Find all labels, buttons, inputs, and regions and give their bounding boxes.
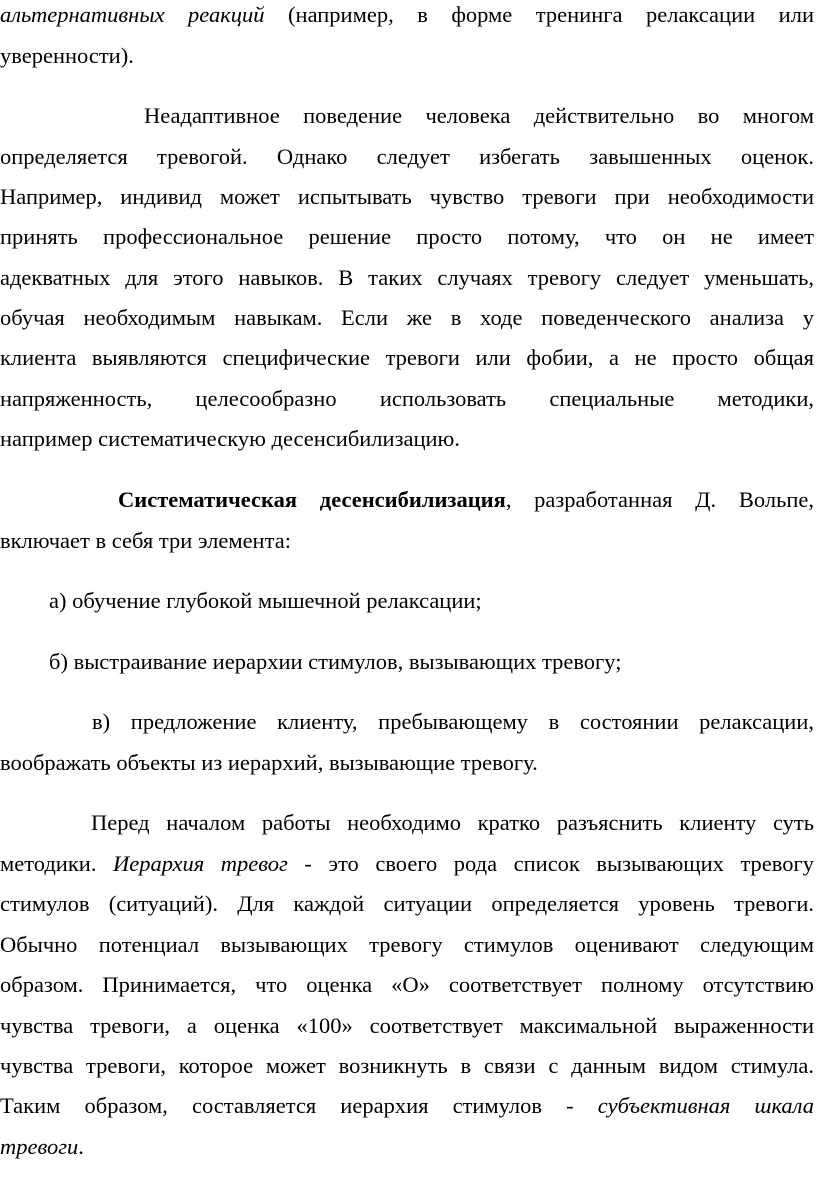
text-segment: , разработанная Д. Вольпе, [505, 487, 814, 512]
text-segment: чувства тревоги, а оценка «100» соответствует максимальной выраженности [0, 1013, 814, 1038]
text-segment: Таким образом, составляется иерархия стимулов - [0, 1093, 598, 1118]
text-segment: клиента выявляются специфические тревоги или фобии, а не просто общая [0, 345, 814, 370]
text-segment: б) выстраивание иерархии стимулов, вызывающих тревогу; [49, 649, 622, 674]
list-item-a [49, 586, 482, 616]
paragraph-first-line [91, 808, 814, 838]
text-line [0, 0, 814, 30]
text-line [0, 182, 814, 212]
paragraph-first-line [144, 101, 814, 131]
text-segment: определяется тревогой. Однако следует избегать завышенных оценок. [0, 144, 814, 169]
text-segment: Например, индивид может испытывать чувство тревоги при необходимости [0, 184, 814, 209]
text-line [0, 526, 814, 556]
text-segment: образом. Принимается, что оценка «О» соответствует полному отсутствию [0, 972, 814, 997]
text-line [0, 1051, 814, 1081]
text-segment: принять профессиональное решение просто потому, что он не имеет [0, 224, 814, 249]
text-line [0, 930, 814, 960]
text-line [0, 748, 814, 778]
text-segment: адекватных для этого навыков. В таких случаях тревогу следует уменьшать, [0, 265, 814, 290]
text-line [0, 303, 814, 333]
text-segment: например систематическую десенсибилизацию. [0, 426, 460, 451]
text-segment: а) обучение глубокой мышечной релаксации; [49, 588, 482, 613]
italic-term: тревоги [0, 1134, 79, 1159]
italic-term: субъективная шкала [597, 1093, 815, 1118]
text-line [0, 142, 814, 172]
text-line [0, 1011, 814, 1041]
text-line [0, 384, 814, 414]
text-segment: (например, в форме тренинга релаксации или [264, 2, 814, 27]
italic-term: Иерархия тревог [113, 851, 288, 876]
text-segment: Перед началом работы необходимо кратко разъяснить клиенту суть [91, 810, 814, 835]
text-line [0, 343, 814, 373]
text-segment: методики. [0, 851, 113, 876]
text-line [0, 424, 814, 454]
paragraph-first-line [118, 485, 814, 515]
list-item-b [49, 647, 621, 677]
italic-text: альтернативных реакций [0, 2, 265, 27]
text-line [0, 41, 814, 71]
bold-term: Систематическая десенсибилизация [118, 487, 506, 512]
text-segment: напряженность, целесообразно использовать специальные методики, [0, 386, 814, 411]
text-line [0, 849, 814, 879]
text-segment: стимулов (ситуаций). Для каждой ситуации определяется уровень тревоги. [0, 891, 814, 916]
text-segment: воображать объекты из иерархий, вызывающие тревогу. [0, 750, 538, 775]
text-segment: - это своего рода список вызывающих тревогу [287, 851, 814, 876]
text-segment: Неадаптивное поведение человека действительно во многом [144, 103, 814, 128]
text-segment: . [78, 1134, 84, 1159]
text-line [0, 1091, 814, 1121]
text-segment: Обычно потенциал вызывающих тревогу стимулов оценивают следующим [0, 932, 814, 957]
text-segment: уверенности). [0, 43, 134, 68]
text-line [0, 263, 814, 293]
text-line [0, 970, 814, 1000]
text-segment: обучая необходимым навыкам. Если же в ходе поведенческого анализа у [0, 305, 814, 330]
text-line [0, 889, 814, 919]
text-segment: включает в себя три элемента: [0, 528, 291, 553]
text-segment: в) предложение клиенту, пребывающему в состоянии релаксации, [92, 709, 814, 734]
text-line [0, 222, 814, 252]
text-segment: чувства тревоги, которое может возникнуть в связи с данным видом стимула. [0, 1053, 814, 1078]
text-line [0, 1132, 814, 1162]
list-item-c [92, 707, 814, 737]
